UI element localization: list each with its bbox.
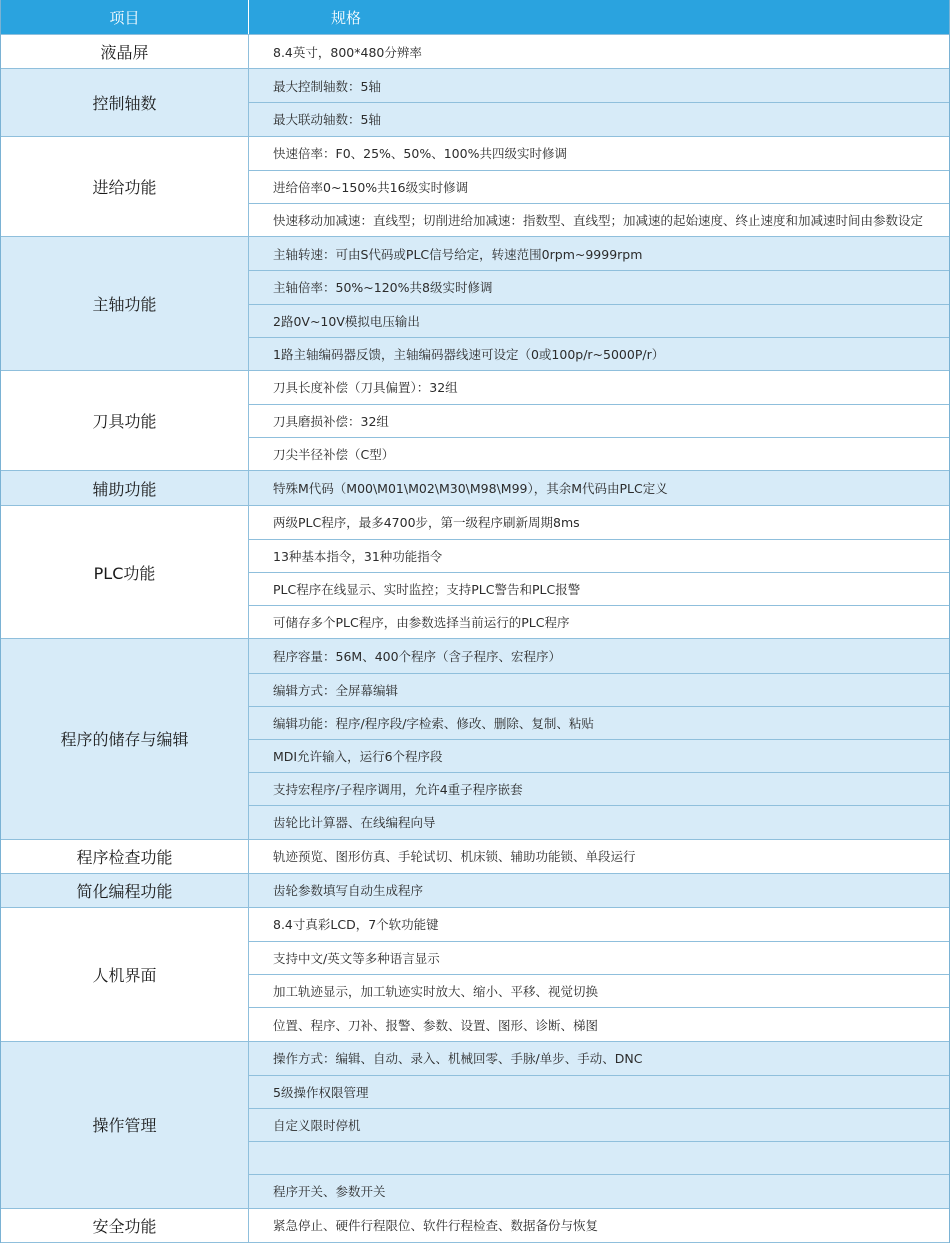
spec-row: 紧急停止、硬件行程限位、软件行程检查、数据备份与恢复: [273, 1218, 599, 1234]
spec-row: 操作方式：编辑、自动、录入、机械回零、手脉/单步、手动、DNC: [273, 1051, 643, 1067]
spec-row: 2路0V~10V模拟电压输出: [249, 304, 949, 337]
spec-row: 8.4英寸，800*480分辨率: [273, 44, 422, 60]
spec-row: 8.4寸真彩LCD，7个软功能键: [273, 917, 439, 933]
spec-group: [1, 873, 949, 907]
spec-row: 特殊M代码（M00\M01\M02\M30\M98\M99），其余M代码由PLC定义: [273, 481, 668, 497]
spec-group: [1, 638, 949, 838]
spec-row: [249, 1141, 949, 1174]
spec-row: 齿轮参数填写自动生成程序: [273, 883, 424, 899]
spec-group: [1, 136, 949, 237]
spec-row: 程序容量：56M、400个程序（含子程序、宏程序）: [273, 648, 562, 664]
group-name: 辅助功能: [1, 471, 249, 504]
spec-row: 进给倍率0~150%共16级实时修调: [249, 170, 949, 203]
group-name: 人机界面: [1, 908, 249, 1041]
spec-row: 刀尖半径补偿（C型）: [249, 437, 949, 470]
group-name: 简化编程功能: [1, 874, 249, 907]
spec-row: 自定义限时停机: [249, 1108, 949, 1141]
group-items: [249, 506, 949, 639]
header-spec: 规格: [331, 8, 362, 27]
group-name: 液晶屏: [1, 35, 249, 68]
group-name: 进给功能: [1, 137, 249, 237]
spec-group: [1, 505, 949, 639]
spec-row: 编辑功能：程序/程序段/字检索、修改、删除、复制、粘贴: [249, 706, 949, 739]
spec-group: [1, 907, 949, 1041]
table-body: [1, 34, 949, 1242]
spec-group: [1, 370, 949, 471]
spec-row: 刀具磨损补偿：32组: [249, 404, 949, 437]
group-items: [249, 1209, 949, 1242]
group-items: [249, 840, 949, 873]
spec-row: 刀具长度补偿（刀具偏置）：32组: [273, 380, 458, 396]
spec-row: 最大控制轴数：5轴: [273, 78, 381, 94]
spec-row: 支持中文/英文等多种语言显示: [249, 941, 949, 974]
table-header: [1, 0, 949, 34]
spec-row: 可储存多个PLC程序，由参数选择当前运行的PLC程序: [249, 605, 949, 638]
group-name: 刀具功能: [1, 371, 249, 471]
group-items: [249, 371, 949, 471]
group-name: 主轴功能: [1, 237, 249, 370]
spec-row: 位置、程序、刀补、报警、参数、设置、图形、诊断、梯图: [249, 1007, 949, 1040]
spec-group: [1, 1041, 949, 1208]
spec-row: 支持宏程序/子程序调用，允许4重子程序嵌套: [249, 772, 949, 805]
spec-row: MDI允许输入，运行6个程序段: [249, 739, 949, 772]
group-items: [249, 237, 949, 370]
spec-row: 主轴倍率：50%~120%共8级实时修调: [249, 270, 949, 303]
spec-row: 1路主轴编码器反馈，主轴编码器线速可设定（0或100p/r~5000P/r）: [249, 337, 949, 370]
header-item: 项目: [1, 0, 249, 34]
group-name: 控制轴数: [1, 69, 249, 135]
group-name: 程序的储存与编辑: [1, 639, 249, 838]
spec-group: [1, 68, 949, 135]
spec-group: [1, 1208, 949, 1242]
group-name: 程序检查功能: [1, 840, 249, 873]
group-items: [249, 35, 949, 68]
spec-row: 两级PLC程序，最多4700步，第一级程序刷新周期8ms: [273, 515, 580, 531]
spec-group: [1, 839, 949, 873]
spec-row: 齿轮比计算器、在线编程向导: [249, 805, 949, 838]
spec-row: 程序开关、参数开关: [249, 1174, 949, 1207]
group-items: [249, 137, 949, 237]
spec-group: [1, 470, 949, 504]
spec-row: 编辑方式：全屏幕编辑: [249, 673, 949, 706]
spec-row: PLC程序在线显示、实时监控；支持PLC警告和PLC报警: [249, 572, 949, 605]
group-items: [249, 1042, 949, 1208]
group-items: [249, 471, 949, 504]
group-name: 操作管理: [1, 1042, 249, 1208]
spec-group: [1, 236, 949, 370]
group-items: [249, 874, 949, 907]
spec-row: 5级操作权限管理: [249, 1075, 949, 1108]
spec-row: 主轴转速：可由S代码或PLC信号给定，转速范围0rpm~9999rpm: [273, 246, 643, 262]
group-items: [249, 639, 949, 838]
spec-row: 13种基本指令，31种功能指令: [249, 539, 949, 572]
group-name: PLC功能: [1, 506, 249, 639]
spec-row: 最大联动轴数：5轴: [249, 102, 949, 135]
group-name: 安全功能: [1, 1209, 249, 1242]
spec-group: [1, 34, 949, 68]
spec-row: 加工轨迹显示，加工轨迹实时放大、缩小、平移、视觉切换: [249, 974, 949, 1007]
spec-row: 快速倍率：F0、25%、50%、100%共四级实时修调: [273, 146, 567, 162]
group-items: [249, 69, 949, 135]
spec-row: 轨迹预览、图形仿真、手轮试切、机床锁、辅助功能锁、单段运行: [273, 849, 636, 865]
spec-row: 快速移动加减速：直线型；切削进给加减速：指数型、直线型；加减速的起始速度、终止速度和加减速时间由参数设定: [249, 203, 949, 236]
group-items: [249, 908, 949, 1041]
